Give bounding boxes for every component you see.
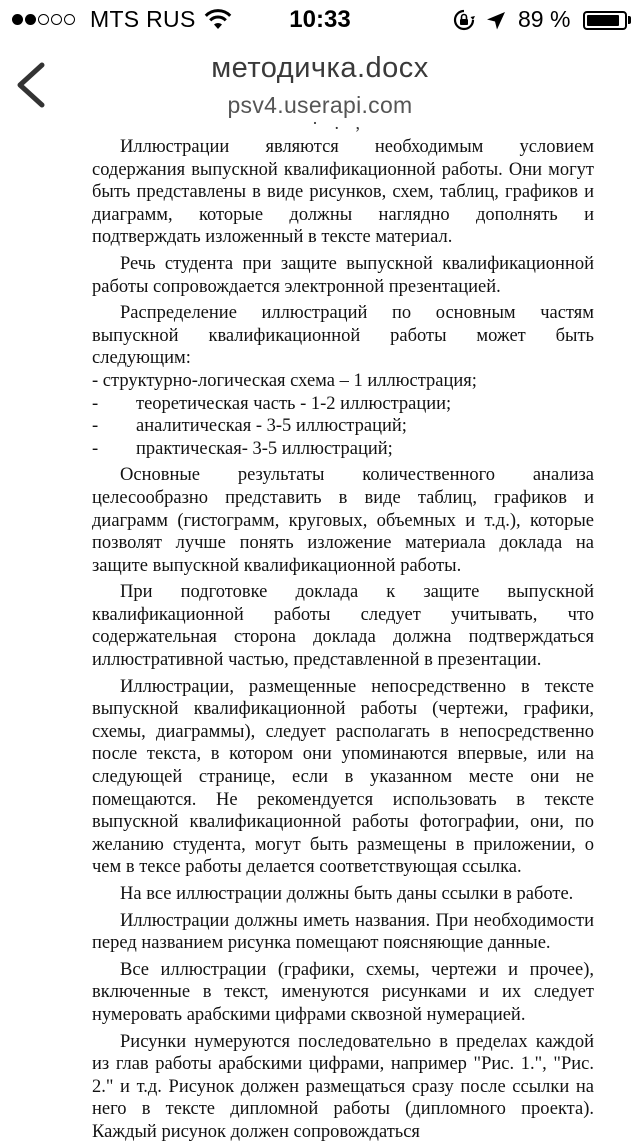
rotation-lock-icon xyxy=(452,9,476,31)
list-item xyxy=(92,393,594,416)
status-bar xyxy=(0,0,640,40)
paragraph: Все иллюстрации (графики, схемы, чертежи и прочее), включенные в текст, именуются рисунками и их следует нумеровать арабскими цифрами сквозной нумерацией. xyxy=(92,959,594,1025)
list-item-text: структурно-логическая схема – 1 иллюстрация; xyxy=(102,370,477,391)
list-item xyxy=(92,438,594,461)
list-item-text: теоретическая часть - 1-2 иллюстрации; xyxy=(136,393,452,414)
paragraph: Речь студента при защите выпускной квалификационной работы сопровождается электронной презентацией. xyxy=(92,253,594,297)
paragraph: При подготовке доклада к защите выпускной квалификационной работы следует учитывать, что содержательная сторона доклада должна подтверждаться иллюстративной частью, представленной в презентации. xyxy=(92,582,594,671)
carrier-name: MTS RUS xyxy=(90,6,196,32)
paragraph: На все иллюстрации должны быть даны ссылки в работе. xyxy=(120,884,574,904)
paragraph: Иллюстрации, размещенные непосредственно в тексте выпускной квалификационной работы (чертежи, графики, схемы, диаграммы), следует располагать в непосредственно после текста, в котором они упоминаются впервые, или на следующей странице, если в указанном месте они не помещаются. Не рекомендуется использовать в тексте выпускной квалификационной работы фотографии, они, по желанию студента, могут быть размещены в приложении, о чем в тексе работы делается соответствующая ссылка. xyxy=(92,676,594,878)
clipped-previous-line: · . , xyxy=(312,113,366,133)
battery-percent: 89 % xyxy=(518,6,571,32)
document-title: методичка.docx xyxy=(211,52,429,84)
list-bullet: - xyxy=(92,393,99,414)
list-item xyxy=(92,415,594,438)
list-item xyxy=(92,370,594,393)
document-source-host: psv4.userapi.com xyxy=(227,92,413,118)
list-bullet: - xyxy=(92,416,99,437)
paragraph: Распределение иллюстраций по основным частям выпускной квалификационной работы может быть следующим: xyxy=(92,303,594,369)
paragraph: Рисунки нумеруются последовательно в пределах каждой из глав работы арабскими цифрами, например "Рис. 1.", "Рис. 2." и т.д. Рисунок должен размещаться сразу после ссылки на него в тексте дипломной работы (дипломного проекта). Каждый рисунок должен сопровождаться xyxy=(92,1031,594,1142)
battery-nub xyxy=(628,16,631,24)
battery-fill xyxy=(587,15,619,26)
location-arrow-icon xyxy=(485,10,507,32)
list-bullet: - xyxy=(92,438,99,459)
list-item-text: аналитическая - 3-5 иллюстраций; xyxy=(136,416,407,437)
list-bullet: - xyxy=(92,370,103,391)
paragraph: Иллюстрации являются необходимым условием содержания выпускной квалификационной работы. Они могут быть представлены в виде рисунков, схем, таблиц, графиков и диаграмм, которые должны наглядно дополнять и подтверждать изложенный в тексте материал. xyxy=(92,137,594,248)
paragraph: Основные результаты количественного анализа целесообразно представить в виде таблиц, графиков и диаграмм (гистограмм, круговых, объемных и т.д.), которые позволят лучше понять изложение материала доклада на защите выпускной квалификационной работы. xyxy=(92,465,594,576)
battery-icon xyxy=(583,11,627,30)
paragraph: Иллюстрации должны иметь названия. При необходимости перед названием рисунка помещают поясняющие данные. xyxy=(92,910,594,954)
clock-time: 10:33 xyxy=(289,6,351,33)
document-content[interactable] xyxy=(92,113,594,1142)
list-item-text: практическая- 3-5 иллюстраций; xyxy=(136,438,393,459)
